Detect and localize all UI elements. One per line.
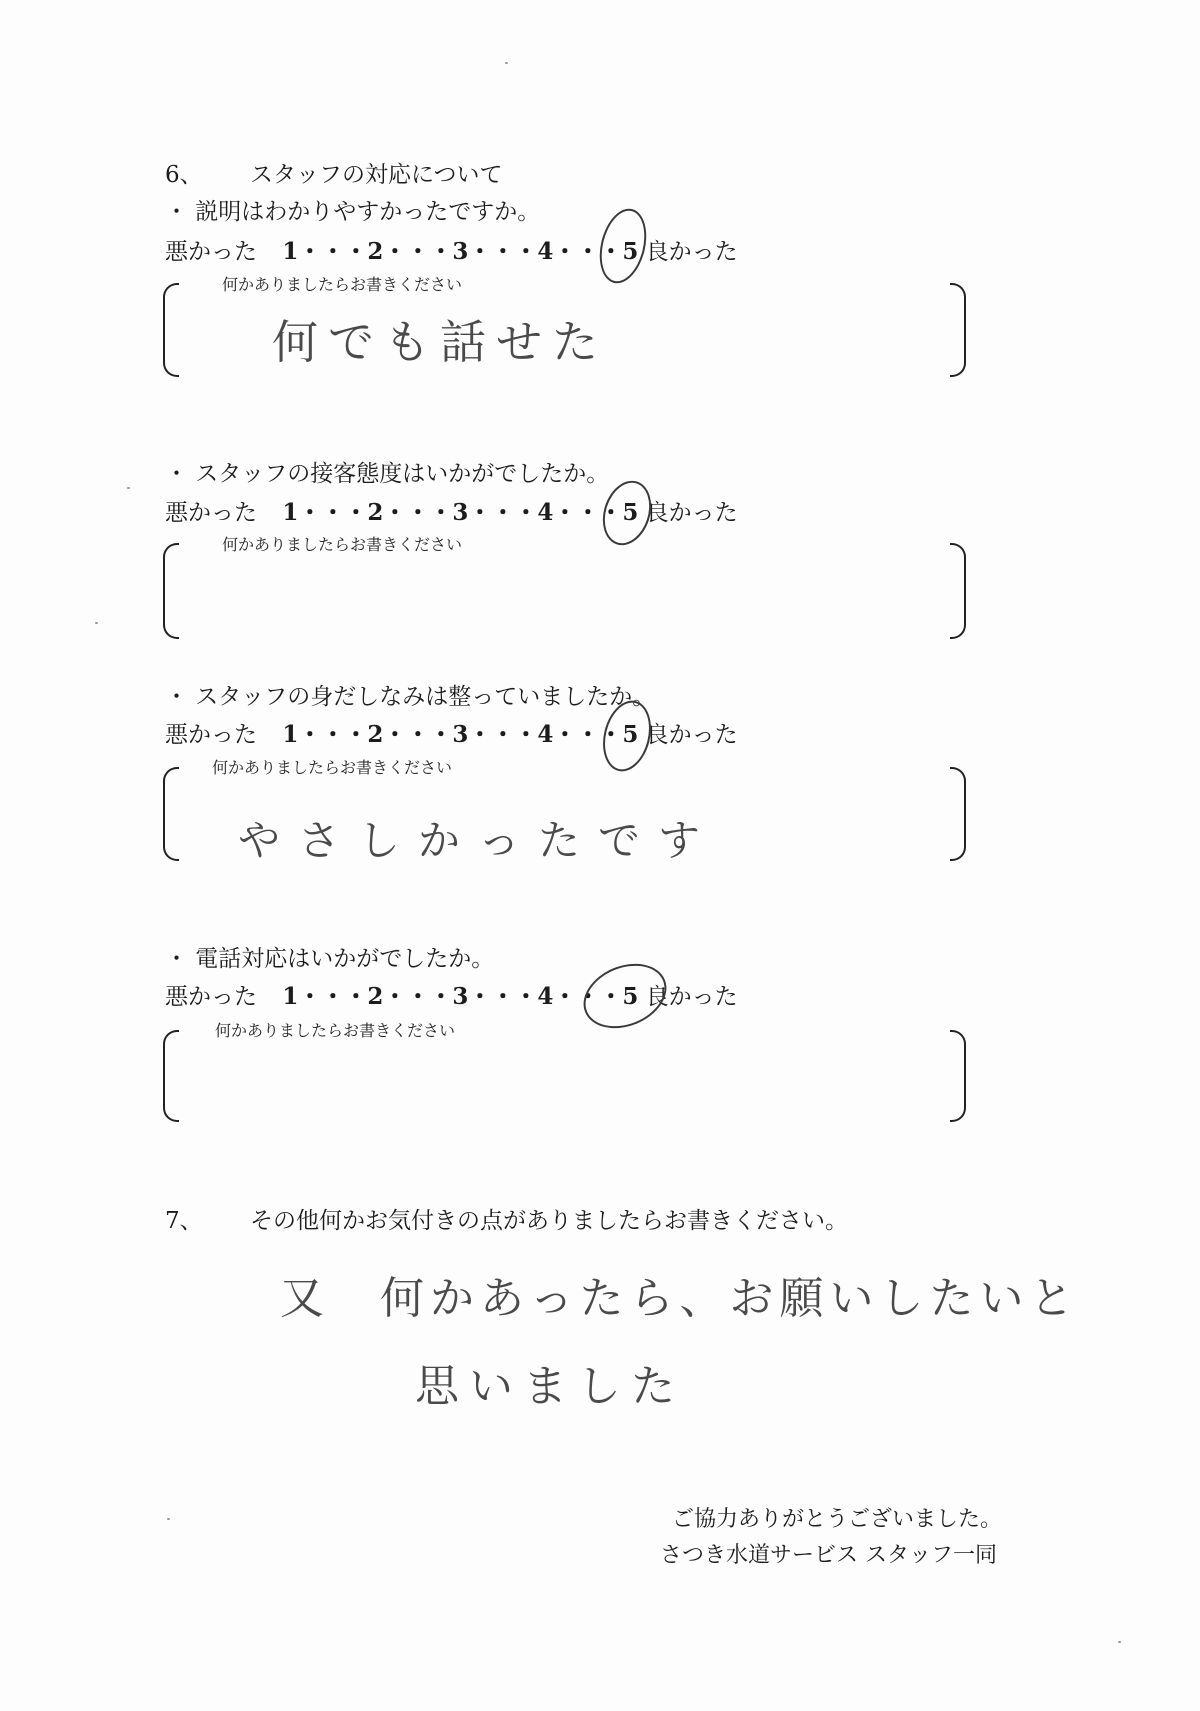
section7-title: その他何かお気付きの点がありましたらお書きください。	[250, 1208, 848, 1234]
scan-speck	[127, 487, 130, 489]
comment-hint: 何かありましたらお書きください	[222, 535, 463, 554]
comment-box-left-bracket	[163, 1030, 179, 1122]
scale-digits: 1・・・2・・・3・・・4・・・5	[282, 983, 639, 1010]
scale-digits: 1・・・2・・・3・・・4・・・5	[282, 721, 639, 748]
scale-low-label: 悪かった	[165, 239, 257, 265]
scale-high-label: 良かった	[645, 722, 738, 748]
comment-box-right-bracket	[950, 1030, 966, 1122]
comment-hint: 何かありましたらお書きください	[215, 1021, 456, 1040]
comment-box-left-bracket	[163, 767, 179, 861]
selected-rating-circle	[574, 952, 676, 1040]
scale-low-label: 悪かった	[165, 984, 257, 1010]
comment-box-left-bracket	[163, 283, 179, 377]
scale-high-label: 良かった	[645, 239, 738, 265]
handwritten-comment-line1: 又 何かあったら、お願いしたいと	[280, 1273, 1080, 1324]
question-customer-service: ・ スタッフの接客態度はいかがでしたか。	[165, 461, 610, 487]
question-phone-support: ・ 電話対応はいかがでしたか。	[165, 946, 495, 972]
comment-hint: 何かありましたらお書きください	[212, 758, 453, 777]
handwritten-answer: 何でも話せた	[272, 315, 608, 369]
closing-signature: さつき水道サービス スタッフ一同	[660, 1543, 997, 1568]
handwritten-comment-line2: 思いました	[415, 1361, 685, 1412]
rating-scale-appearance	[165, 716, 738, 749]
scan-speck	[95, 622, 98, 624]
scale-digits: 1・・・2・・・3・・・4・・・5	[282, 238, 639, 265]
comment-box-left-bracket	[163, 543, 179, 639]
scale-high-label: 良かった	[645, 984, 738, 1010]
section7-number: 7、	[165, 1208, 203, 1234]
closing-thanks: ご協力ありがとうございました。	[672, 1507, 1003, 1532]
scan-speck	[1118, 1641, 1121, 1643]
rating-scale-explanation	[165, 233, 738, 266]
selected-rating-circle	[592, 204, 653, 288]
section6-number: 6、	[165, 162, 203, 188]
comment-box-right-bracket	[950, 283, 966, 377]
handwritten-answer: やさしかったです	[238, 816, 719, 865]
comment-box-right-bracket	[950, 543, 966, 639]
scale-digits: 1・・・2・・・3・・・4・・・5	[282, 499, 639, 526]
scale-low-label: 悪かった	[165, 500, 257, 526]
comment-hint: 何かありましたらお書きください	[222, 275, 463, 294]
scan-speck	[167, 1518, 170, 1520]
scale-low-label: 悪かった	[165, 722, 257, 748]
section6-title: スタッフの対応について	[250, 162, 503, 188]
scale-high-label: 良かった	[645, 500, 738, 526]
question-explanation: ・ 説明はわかりやすかったですか。	[165, 199, 541, 225]
comment-box-right-bracket	[950, 767, 966, 861]
rating-scale-customer-service	[165, 494, 738, 527]
scan-speck	[505, 62, 508, 64]
question-appearance: ・ スタッフの身だしなみは整っていましたか。	[165, 684, 656, 710]
